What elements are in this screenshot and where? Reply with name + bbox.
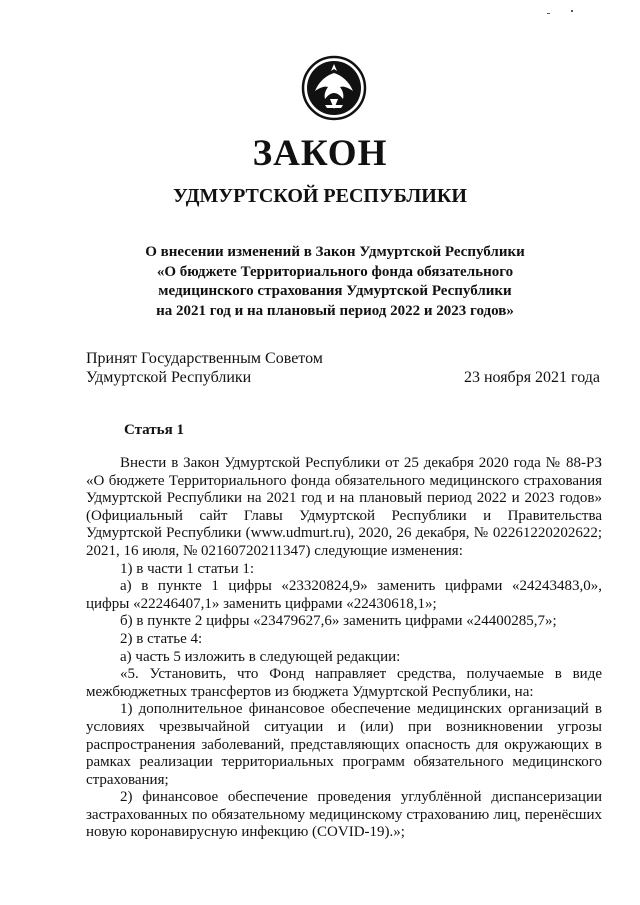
article-title: Статья 1	[124, 422, 184, 438]
heading-line: «О бюджете Территориального фонда обязательного	[156, 263, 514, 280]
heading-line: медицинского страхования Удмуртской Республики	[158, 283, 512, 299]
paragraph: а) часть 5 изложить в следующей редакции:	[120, 648, 401, 665]
adoption-date: 23 ноября 2021 года	[463, 369, 600, 386]
heading-line: О внесении изменений в Закон Удмуртской Республики	[145, 244, 525, 260]
law-title: ЗАКОН	[252, 133, 388, 174]
paragraph: 1) в части 1 статьи 1:	[120, 560, 255, 577]
paragraph: а) в пункте 1 цифры «23320824,9» заменить цифрами «24243483,0», цифры «22246407,1» заменить цифрами «22430618,1»;	[86, 578, 602, 612]
paragraph: 2) финансовое обеспечение проведения углублённой диспансеризации застрахованных по обязательному медицинскому страхованию лиц, перенёсших новую коронавирусную инфекцию (COVID-19).»;	[86, 789, 602, 841]
paragraph: б) в пункте 2 цифры «23479627,6» заменить цифрами «24400285,7»;	[120, 613, 557, 630]
law-subtitle: УДМУРТСКОЙ РЕСПУБЛИКИ	[173, 185, 467, 207]
scan-speck	[547, 13, 550, 14]
heading-line: на 2021 год и на плановый период 2022 и 2023 годов»	[156, 302, 514, 319]
paragraph: «5. Установить, что Фонд направляет средства, получаемые в виде межбюджетных трансфертов из бюджета Удмуртской Республики, на:	[86, 666, 602, 700]
adopted-line: Удмуртской Республики	[86, 369, 252, 386]
paragraph: 1) дополнительное финансовое обеспечение медицинских организаций в условиях чрезвычайной ситуации и (или) при возникновении угрозы распространения заболеваний, представляющих опасность для окружающих в рамках реализации территориальных программ обязательного медицинского страхования;	[86, 701, 602, 788]
paragraph: 2) в статье 4:	[120, 630, 203, 647]
paragraph: Внести в Закон Удмуртской Республики от 25 декабря 2020 года № 88-РЗ «О бюджете Территориального фонда обязательного медицинского страхования Удмуртской Республики на 2021 год и на плановый период 2022 и 2023 годов» (Официальный сайт Главы Удмуртской Республики и Правительства Удмуртской Республики (www.udmurt.ru), 2020, 26 декабря, № 02261220202622; 2021, 16 июля, № 02160720211347) следующие изменения:	[86, 455, 602, 559]
scan-speck	[571, 10, 573, 12]
adopted-by	[86, 349, 323, 387]
adopted-line: Принят Государственным Советом	[86, 350, 323, 367]
law-heading	[120, 243, 550, 321]
article-body	[86, 455, 602, 842]
coat-of-arms-icon	[301, 55, 367, 121]
